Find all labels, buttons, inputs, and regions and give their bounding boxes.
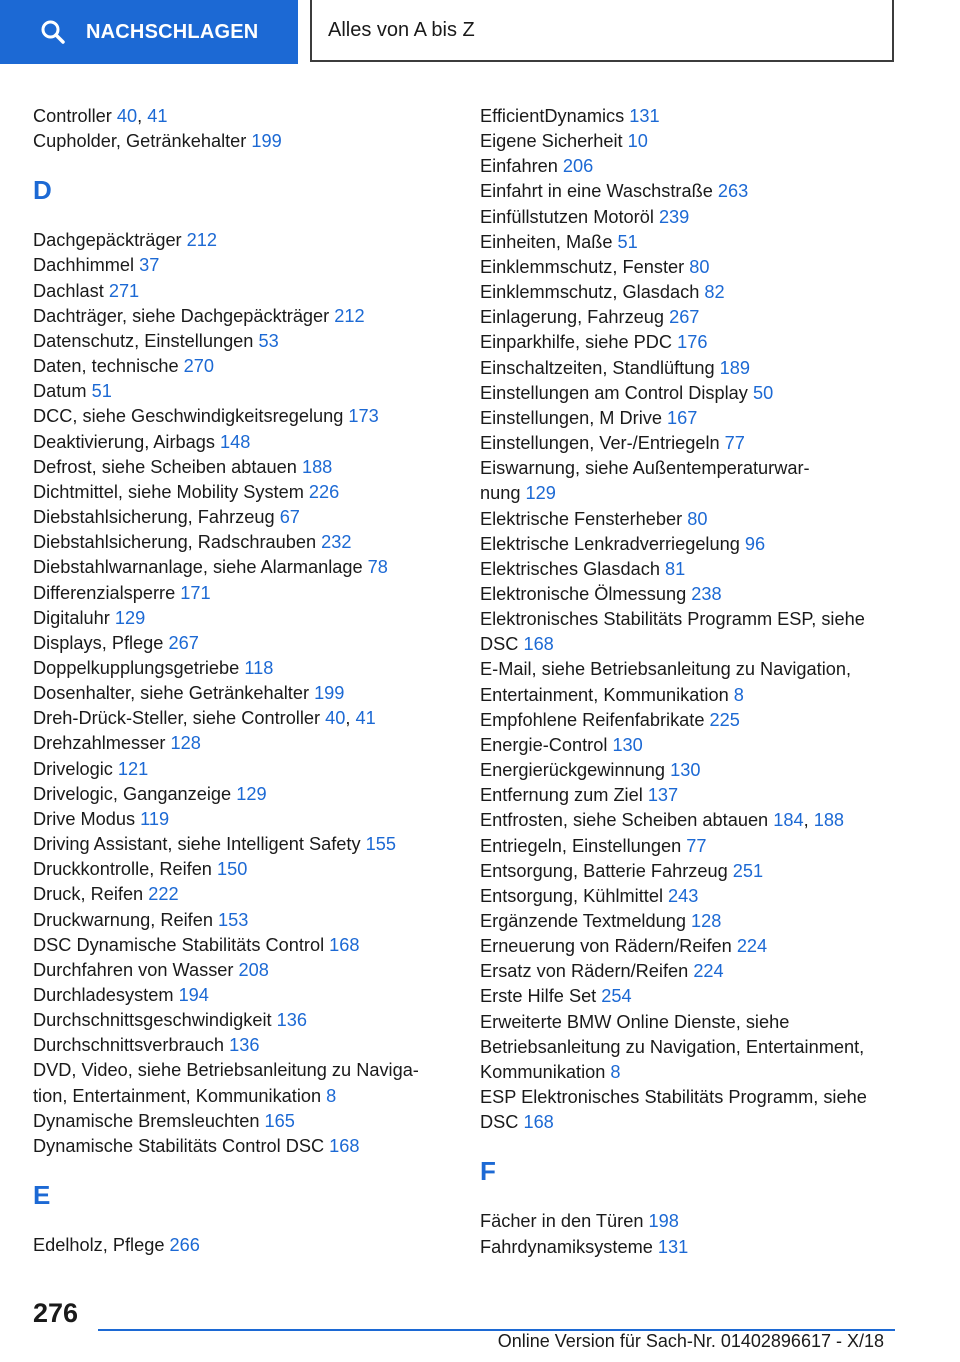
page-reference-link[interactable]: 8 <box>610 1061 621 1082</box>
index-entry <box>480 330 920 355</box>
index-entry <box>480 557 920 582</box>
page-reference-link[interactable]: 226 <box>308 481 340 502</box>
page-reference-link[interactable]: 81 <box>664 558 686 579</box>
index-term: Elektrisches Glasdach <box>480 558 665 579</box>
nav-tab-nachschlagen[interactable] <box>0 0 298 64</box>
page-reference-link[interactable]: 40 <box>325 708 346 729</box>
index-term: Edelholz, Pflege <box>33 1235 170 1256</box>
index-term: Empfohlene Reifenfabrikate <box>480 709 710 730</box>
page-reference-link[interactable]: 198 <box>648 1211 679 1232</box>
page-reference-link[interactable]: 67 <box>279 507 300 528</box>
index-entry <box>480 129 920 154</box>
index-entry <box>480 406 920 431</box>
index-entry <box>33 1109 453 1134</box>
index-term: Erweiterte BMW Online Dienste, siehe <box>480 1011 790 1032</box>
index-term: Erneuerung von Rädern/Reifen <box>480 936 737 957</box>
index-term: Cupholder, Getränkehalter <box>33 131 252 152</box>
index-term: Einlagerung, Fahrzeug <box>480 307 670 328</box>
page-reference-link[interactable]: 51 <box>91 381 112 402</box>
index-term: Dynamische Bremsleuchten <box>33 1110 265 1131</box>
index-entry <box>33 228 453 253</box>
index-entry <box>33 757 453 782</box>
index-term: Defrost, siehe Scheiben abtauen <box>33 456 302 477</box>
index-term: EfficientDynamics <box>480 106 630 126</box>
page-reference-link[interactable]: 96 <box>744 533 766 554</box>
page-reference-link[interactable]: 136 <box>276 1010 307 1031</box>
index-term: Erste Hilfe Set <box>480 986 602 1007</box>
index-entry <box>33 404 453 429</box>
index-entry <box>480 733 920 758</box>
index-entry <box>480 959 920 984</box>
index-term: Durchschnittsverbrauch <box>33 1035 230 1056</box>
index-entry <box>33 129 453 154</box>
page-reference-link[interactable]: 267 <box>669 307 700 328</box>
index-term: Einstellungen, Ver-/Entriegeln <box>480 433 725 454</box>
index-term: Einheiten, Maße <box>480 231 618 252</box>
index-term: Displays, Pflege <box>33 632 169 653</box>
index-entry <box>480 909 920 934</box>
ref-separator: , <box>345 708 356 729</box>
page-reference-link[interactable]: 212 <box>334 305 365 326</box>
search-icon <box>40 19 66 45</box>
page-reference-link[interactable]: 165 <box>264 1110 295 1131</box>
index-term: Entfrosten, siehe Scheiben abtauen <box>480 810 774 831</box>
index-entry-continuation <box>480 1060 920 1085</box>
index-term: Deaktivierung, Airbags <box>33 431 221 452</box>
page-reference-link[interactable]: 130 <box>670 760 701 781</box>
index-entry <box>33 782 453 807</box>
page-reference-link[interactable]: 80 <box>689 256 710 277</box>
index-entry <box>480 280 920 305</box>
index-entry <box>480 859 920 884</box>
index-entry <box>480 783 920 808</box>
index-term: Einstellungen am Control Display <box>480 382 753 403</box>
page-reference-link[interactable]: 136 <box>229 1035 260 1056</box>
index-term: Einparkhilfe, siehe PDC <box>480 332 678 353</box>
index-term: Druckwarnung, Reifen <box>33 909 218 930</box>
index-term: DVD, Video, siehe Betriebsanleitung zu Naviga- <box>33 1060 419 1081</box>
section-title-box <box>310 0 894 62</box>
index-term: Energierückgewinnung <box>480 760 671 781</box>
index-term: Diebstahlwarnanlage, siehe Alarmanlage <box>33 557 368 578</box>
page-reference-link[interactable]: 168 <box>329 1135 360 1156</box>
index-term: DCC, siehe Geschwindigkeitsregelung <box>33 406 349 427</box>
page-reference-link[interactable]: 130 <box>612 734 643 755</box>
index-entry <box>33 681 453 706</box>
page-reference-link[interactable]: 121 <box>117 758 149 779</box>
index-term: ESP Elektronisches Stabilitäts Programm, siehe <box>480 1087 867 1108</box>
index-entry <box>33 706 453 731</box>
index-entry <box>480 507 920 532</box>
page-reference-link[interactable]: 168 <box>523 1112 554 1133</box>
index-entry <box>33 983 453 1008</box>
index-term: DSC Dynamische Stabilitäts Control <box>33 934 330 955</box>
page-reference-link[interactable]: 50 <box>752 382 774 403</box>
page-reference-link[interactable]: 171 <box>180 582 211 603</box>
index-entry <box>480 708 920 733</box>
page-number: 276 <box>33 1298 79 1328</box>
index-term: Controller <box>33 106 117 126</box>
index-column-left <box>33 104 453 1258</box>
index-entry <box>480 255 920 280</box>
index-entry <box>480 179 920 204</box>
index-term: Eigene Sicherheit <box>480 131 628 152</box>
index-term: Durchladesystem <box>33 985 179 1005</box>
index-term: Elektrische Fensterheber <box>480 508 688 529</box>
index-entry <box>33 253 453 278</box>
index-entry <box>33 505 453 530</box>
page-reference-link[interactable]: 176 <box>677 332 708 353</box>
index-term: Einfüllstutzen Motoröl <box>480 206 659 227</box>
index-entry <box>33 1134 453 1159</box>
page-reference-link[interactable]: 208 <box>238 959 269 980</box>
index-term: Entfernung zum Ziel <box>480 785 648 806</box>
index-entry <box>33 104 453 129</box>
index-term: Druck, Reifen <box>33 884 149 905</box>
index-entry <box>480 230 920 255</box>
index-entry <box>33 455 453 480</box>
index-entry-continuation <box>480 481 920 506</box>
page-reference-link[interactable]: 188 <box>813 810 845 831</box>
index-term: Daten, technische <box>33 356 184 377</box>
index-letter-heading: E <box>33 1180 51 1211</box>
index-term: Ergänzende Textmeldung <box>480 911 691 931</box>
page-reference-link[interactable]: 37 <box>139 255 160 276</box>
page-reference-link[interactable]: 77 <box>686 835 707 856</box>
page-reference-link[interactable]: 131 <box>657 1236 689 1257</box>
index-entry <box>33 807 453 832</box>
index-term: Datum <box>33 381 92 402</box>
index-entry <box>33 304 453 329</box>
index-entry <box>480 1209 920 1234</box>
index-entry <box>33 1008 453 1033</box>
page-reference-link[interactable]: 243 <box>668 885 699 906</box>
index-entry <box>480 381 920 406</box>
index-term: Einfahren <box>480 156 563 177</box>
index-entry <box>33 933 453 958</box>
ref-separator: , <box>137 106 148 126</box>
index-term: Digitaluhr <box>33 607 115 628</box>
index-entry <box>480 657 920 682</box>
index-term: Dachträger, siehe Dachgepäckträger <box>33 305 335 326</box>
index-term: Fächer in den Türen <box>480 1211 649 1232</box>
page-reference-link[interactable]: 266 <box>169 1235 200 1256</box>
index-entry <box>33 631 453 656</box>
page-reference-link[interactable]: 128 <box>690 911 722 931</box>
index-term: Dreh-Drück-Steller, siehe Controller <box>33 708 326 729</box>
index-term: Elektrische Lenkradverriegelung <box>480 533 745 554</box>
index-entry <box>33 1033 453 1058</box>
index-term: Eiswarnung, siehe Außentemperaturwar- <box>480 458 810 479</box>
index-term: Dachgepäckträger <box>33 230 187 251</box>
index-entry <box>480 104 920 129</box>
index-entry <box>33 530 453 555</box>
index-entry <box>33 857 453 882</box>
page-reference-link[interactable]: 173 <box>348 406 379 427</box>
index-entry <box>33 958 453 983</box>
index-entry <box>480 356 920 381</box>
index-entry <box>33 731 453 756</box>
index-term: tion, Entertainment, Kommunikation <box>33 1085 327 1106</box>
page-reference-link[interactable]: 184 <box>773 810 804 831</box>
index-entry <box>33 430 453 455</box>
index-term: Entsorgung, Kühlmittel <box>480 885 669 906</box>
index-column-right <box>480 104 920 1260</box>
index-entry <box>480 607 920 632</box>
index-entry <box>480 532 920 557</box>
page-reference-link[interactable]: 222 <box>148 884 179 905</box>
page-reference-link[interactable]: 254 <box>601 986 632 1007</box>
index-entry <box>33 555 453 580</box>
index-term: DSC <box>480 634 524 655</box>
page-reference-link[interactable]: 194 <box>178 985 209 1005</box>
index-entry <box>480 758 920 783</box>
index-entry-continuation <box>480 1035 920 1060</box>
page-reference-link[interactable]: 41 <box>355 708 376 729</box>
page-header <box>0 0 960 66</box>
index-term: Dachlast <box>33 280 109 301</box>
page-reference-link[interactable]: 41 <box>147 106 168 126</box>
page-reference-link[interactable]: 238 <box>691 583 722 604</box>
index-entry <box>480 431 920 456</box>
page-reference-link[interactable]: 131 <box>629 106 660 126</box>
index-term: Entertainment, Kommunikation <box>480 684 734 705</box>
online-version-note: Online Version für Sach-Nr. 01402896617 - X/18 <box>497 1331 884 1351</box>
index-term: Drivelogic, Ganganzeige <box>33 783 237 804</box>
index-entry <box>33 908 453 933</box>
index-entry <box>33 656 453 681</box>
index-term: Einstellungen, M Drive <box>480 407 668 428</box>
page-reference-link[interactable]: 8 <box>326 1085 337 1106</box>
page-reference-link[interactable]: 78 <box>367 557 388 578</box>
page-reference-link[interactable]: 129 <box>236 783 267 804</box>
page-reference-link[interactable]: 128 <box>170 733 201 754</box>
index-entry <box>480 1085 920 1110</box>
index-term: Einklemmschutz, Fenster <box>480 256 690 277</box>
index-term: Dichtmittel, siehe Mobility System <box>33 481 309 502</box>
page-reference-link[interactable]: 129 <box>114 607 146 628</box>
index-entry <box>33 329 453 354</box>
index-term: E-Mail, siehe Betriebsanleitung zu Navigation, <box>480 659 852 680</box>
index-entry <box>480 934 920 959</box>
index-term: Durchschnittsgeschwindigkeit <box>33 1010 277 1031</box>
section-title: Alles von A bis Z <box>328 18 475 41</box>
index-entry <box>480 154 920 179</box>
index-entry-continuation <box>480 632 920 657</box>
index-entry <box>33 354 453 379</box>
page-reference-link[interactable]: 263 <box>717 181 749 202</box>
index-term: Einklemmschutz, Glasdach <box>480 282 705 303</box>
page-reference-link[interactable]: 271 <box>108 280 140 301</box>
page-reference-link[interactable]: 119 <box>140 808 170 829</box>
index-entry <box>33 279 453 304</box>
page-reference-link[interactable]: 77 <box>724 433 745 454</box>
index-term: Dachhimmel <box>33 255 140 276</box>
index-term: DSC <box>480 1112 524 1133</box>
page-reference-link[interactable]: 239 <box>658 206 690 227</box>
page-reference-link[interactable]: 168 <box>523 634 554 655</box>
index-entry <box>480 1010 920 1035</box>
index-term: Energie-Control <box>480 734 613 755</box>
index-term: Drehzahlmesser <box>33 733 171 754</box>
index-entry-continuation <box>33 1084 453 1109</box>
index-entry <box>480 808 920 833</box>
index-entry <box>33 581 453 606</box>
page-reference-link[interactable]: 206 <box>562 156 594 177</box>
index-term: Druckkontrolle, Reifen <box>33 859 217 880</box>
index-term: Datenschutz, Einstellungen <box>33 330 259 351</box>
index-entry <box>480 834 920 859</box>
index-entry <box>480 305 920 330</box>
index-term: Durchfahren von Wasser <box>33 959 239 980</box>
index-entry-continuation <box>480 1110 920 1135</box>
page-reference-link[interactable]: 224 <box>736 936 768 957</box>
index-entry <box>480 984 920 1009</box>
index-term: Ersatz von Rädern/Reifen <box>480 961 694 982</box>
page-reference-link[interactable]: 155 <box>365 834 396 855</box>
index-term: Doppelkupplungsgetriebe <box>33 657 245 678</box>
index-entry <box>480 884 920 909</box>
index-term: Entsorgung, Batterie Fahrzeug <box>480 860 733 881</box>
index-term: nung <box>480 483 526 504</box>
page-reference-link[interactable]: 224 <box>693 961 724 982</box>
index-term: Fahrdynamiksysteme <box>480 1236 658 1257</box>
page-reference-link[interactable]: 51 <box>617 231 638 252</box>
page-reference-link[interactable]: 167 <box>667 407 698 428</box>
ref-separator: , <box>803 810 814 831</box>
index-term: Elektronisches Stabilitäts Programm ESP, siehe <box>480 609 865 630</box>
page-reference-link[interactable]: 148 <box>220 431 251 452</box>
index-entry <box>33 480 453 505</box>
page-reference-link[interactable]: 118 <box>244 657 274 678</box>
nav-tab-label: NACHSCHLAGEN <box>86 20 259 43</box>
index-entry <box>33 832 453 857</box>
index-entry <box>33 1233 453 1258</box>
page-reference-link[interactable]: 153 <box>218 909 249 930</box>
page-reference-link[interactable]: 232 <box>321 532 352 553</box>
index-term: Diebstahlsicherung, Radschrauben <box>33 532 322 553</box>
index-letter-heading: F <box>480 1156 496 1187</box>
index-entry <box>33 882 453 907</box>
page-reference-link[interactable]: 189 <box>719 357 750 378</box>
index-term: Betriebsanleitung zu Navigation, Entertainment, <box>480 1036 865 1057</box>
page-reference-link[interactable]: 225 <box>709 709 740 730</box>
page-reference-link[interactable]: 137 <box>647 785 679 806</box>
index-entry <box>33 1058 453 1083</box>
index-term: Kommunikation <box>480 1061 611 1082</box>
page-reference-link[interactable]: 199 <box>251 131 282 152</box>
page-reference-link[interactable]: 199 <box>314 683 345 704</box>
index-entry <box>480 582 920 607</box>
page-reference-link[interactable]: 8 <box>733 684 744 705</box>
index-term: Elektronische Ölmessung <box>480 583 692 604</box>
index-entry <box>480 205 920 230</box>
index-entry-continuation <box>480 683 920 708</box>
index-entry <box>480 1235 920 1260</box>
index-term: Dynamische Stabilitäts Control DSC <box>33 1135 330 1156</box>
index-term: Diebstahlsicherung, Fahrzeug <box>33 507 280 528</box>
index-entry <box>480 456 920 481</box>
page-reference-link[interactable]: 80 <box>687 508 708 529</box>
page-reference-link[interactable]: 188 <box>301 456 333 477</box>
page-reference-link[interactable]: 53 <box>258 330 279 351</box>
index-term: Driving Assistant, siehe Intelligent Safety <box>33 834 366 855</box>
page-reference-link[interactable]: 150 <box>216 859 248 880</box>
index-term: Differenzialsperre <box>33 582 181 603</box>
index-entry <box>33 379 453 404</box>
index-entry <box>33 606 453 631</box>
page-reference-link[interactable]: 82 <box>704 282 725 303</box>
page-reference-link[interactable]: 212 <box>186 230 218 251</box>
page-reference-link[interactable]: 129 <box>525 483 556 504</box>
index-term: Dosenhalter, siehe Getränkehalter <box>33 683 315 704</box>
page-reference-link[interactable]: 40 <box>116 106 138 126</box>
index-letter-heading: D <box>33 175 52 206</box>
index-term: Entriegeln, Einstellungen <box>480 835 687 856</box>
index-term: Einschaltzeiten, Standlüftung <box>480 357 720 378</box>
index-term: Einfahrt in eine Waschstraße <box>480 181 718 202</box>
page-reference-link[interactable]: 10 <box>627 131 648 152</box>
page-reference-link[interactable]: 168 <box>329 934 360 955</box>
page-reference-link[interactable]: 267 <box>168 632 199 653</box>
index-term: Drivelogic <box>33 758 118 779</box>
page-reference-link[interactable]: 270 <box>183 356 215 377</box>
index-term: Drive Modus <box>33 808 141 829</box>
page-reference-link[interactable]: 251 <box>732 860 764 881</box>
